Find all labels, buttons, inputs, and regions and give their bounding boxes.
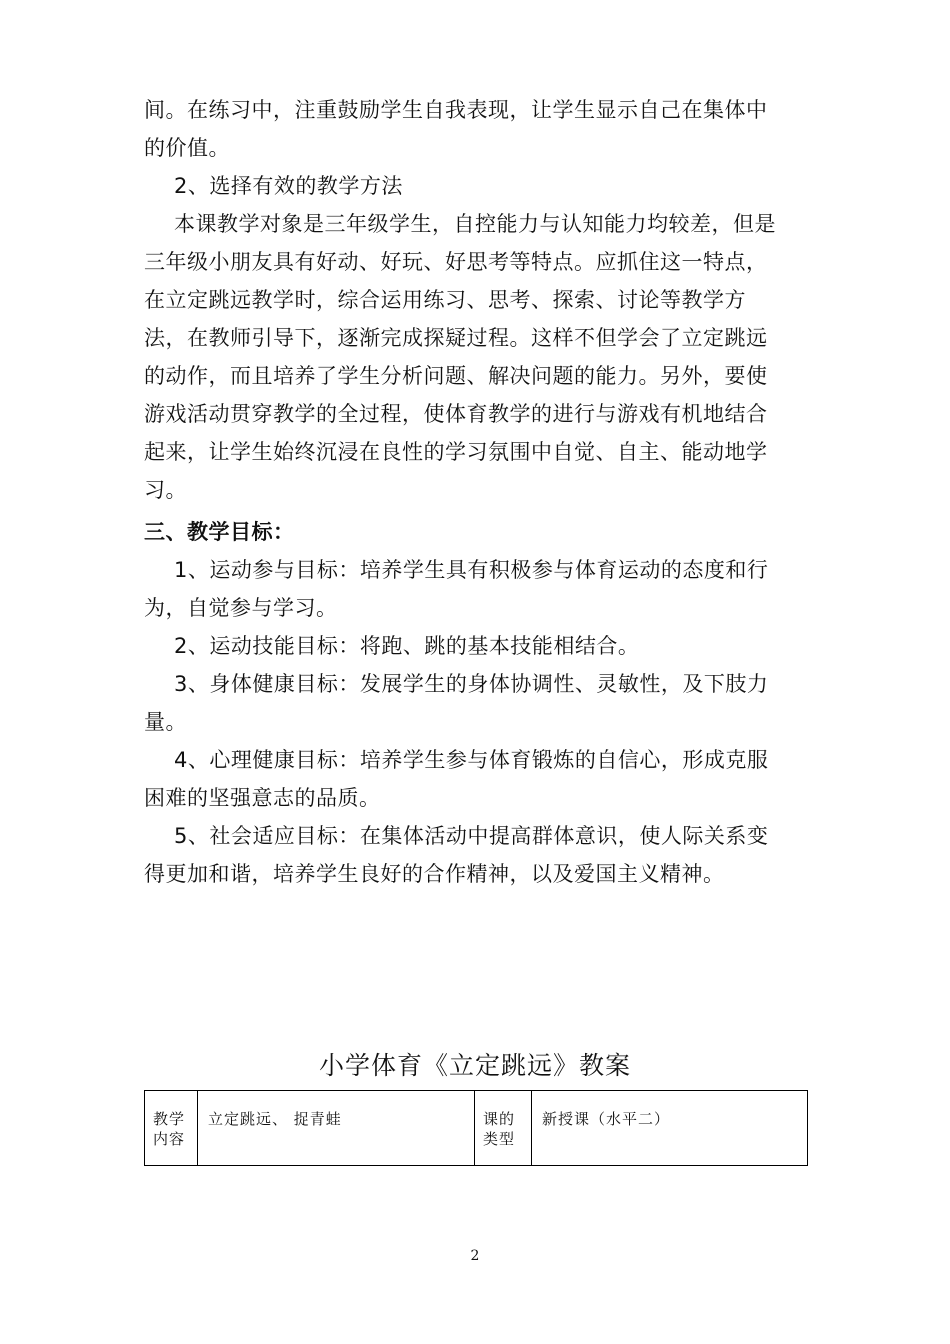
type-label: 课的类型 <box>483 1110 516 1148</box>
intro-line-2: 的价值。 <box>144 136 230 160</box>
method-line: 的动作，而且培养了学生分析问题、解决问题的能力。另外，要使 <box>144 364 768 388</box>
lesson-info-table <box>144 1090 808 1166</box>
method-heading: 2、选择有效的教学方法 <box>174 174 403 198</box>
content-value: 立定跳远、 捉青蛙 <box>208 1110 342 1128</box>
goal-5-line-2: 得更加和谐，培养学生良好的合作精神，以及爱国主义精神。 <box>144 862 725 886</box>
method-line: 三年级小朋友具有好动、好玩、好思考等特点。应抓住这一特点， <box>144 250 768 274</box>
content-label: 教学内容 <box>153 1110 186 1148</box>
method-line: 在立定跳远教学时，综合运用练习、思考、探索、讨论等教学方 <box>144 288 746 312</box>
goal-2-line-1: 2、运动技能目标：将跑、跳的基本技能相结合。 <box>174 634 640 658</box>
type-value-cell <box>532 1091 808 1166</box>
goal-4-line-2: 困难的坚强意志的品质。 <box>144 786 381 810</box>
method-line: 起来，让学生始终沉浸在良性的学习氛围中自觉、自主、能动地学 <box>144 440 768 464</box>
table-row <box>145 1091 808 1166</box>
method-line: 游戏活动贯穿教学的全过程，使体育教学的进行与游戏有机地结合 <box>144 402 768 426</box>
content-value-cell <box>198 1091 475 1166</box>
goal-1-line-1: 1、运动参与目标：培养学生具有积极参与体育运动的态度和行 <box>174 558 769 582</box>
method-line: 本课教学对象是三年级学生，自控能力与认知能力均较差，但是 <box>174 212 776 236</box>
type-value: 新授课（水平二） <box>542 1110 671 1128</box>
goal-1-line-2: 为，自觉参与学习。 <box>144 596 338 620</box>
method-line: 习。 <box>144 478 187 502</box>
content-label-cell <box>145 1091 198 1166</box>
goal-5-line-1: 5、社会适应目标：在集体活动中提高群体意识，使人际关系变 <box>174 824 769 848</box>
goal-3-line-1: 3、身体健康目标：发展学生的身体协调性、灵敏性，及下肢力 <box>174 672 769 696</box>
method-line: 法，在教师引导下，逐渐完成探疑过程。这样不但学会了立定跳远 <box>144 326 768 350</box>
goal-3-line-2: 量。 <box>144 710 187 734</box>
type-label-cell <box>475 1091 532 1166</box>
goals-heading: 三、教学目标： <box>144 520 295 544</box>
goal-4-line-1: 4、心理健康目标：培养学生参与体育锻炼的自信心，形成克服 <box>174 748 769 772</box>
intro-line-1: 间。在练习中，注重鼓励学生自我表现，让学生显示自己在集体中 <box>144 98 768 122</box>
page-number: 2 <box>470 1248 480 1264</box>
lesson-plan-title: 小学体育《立定跳远》教案 <box>318 1051 631 1080</box>
